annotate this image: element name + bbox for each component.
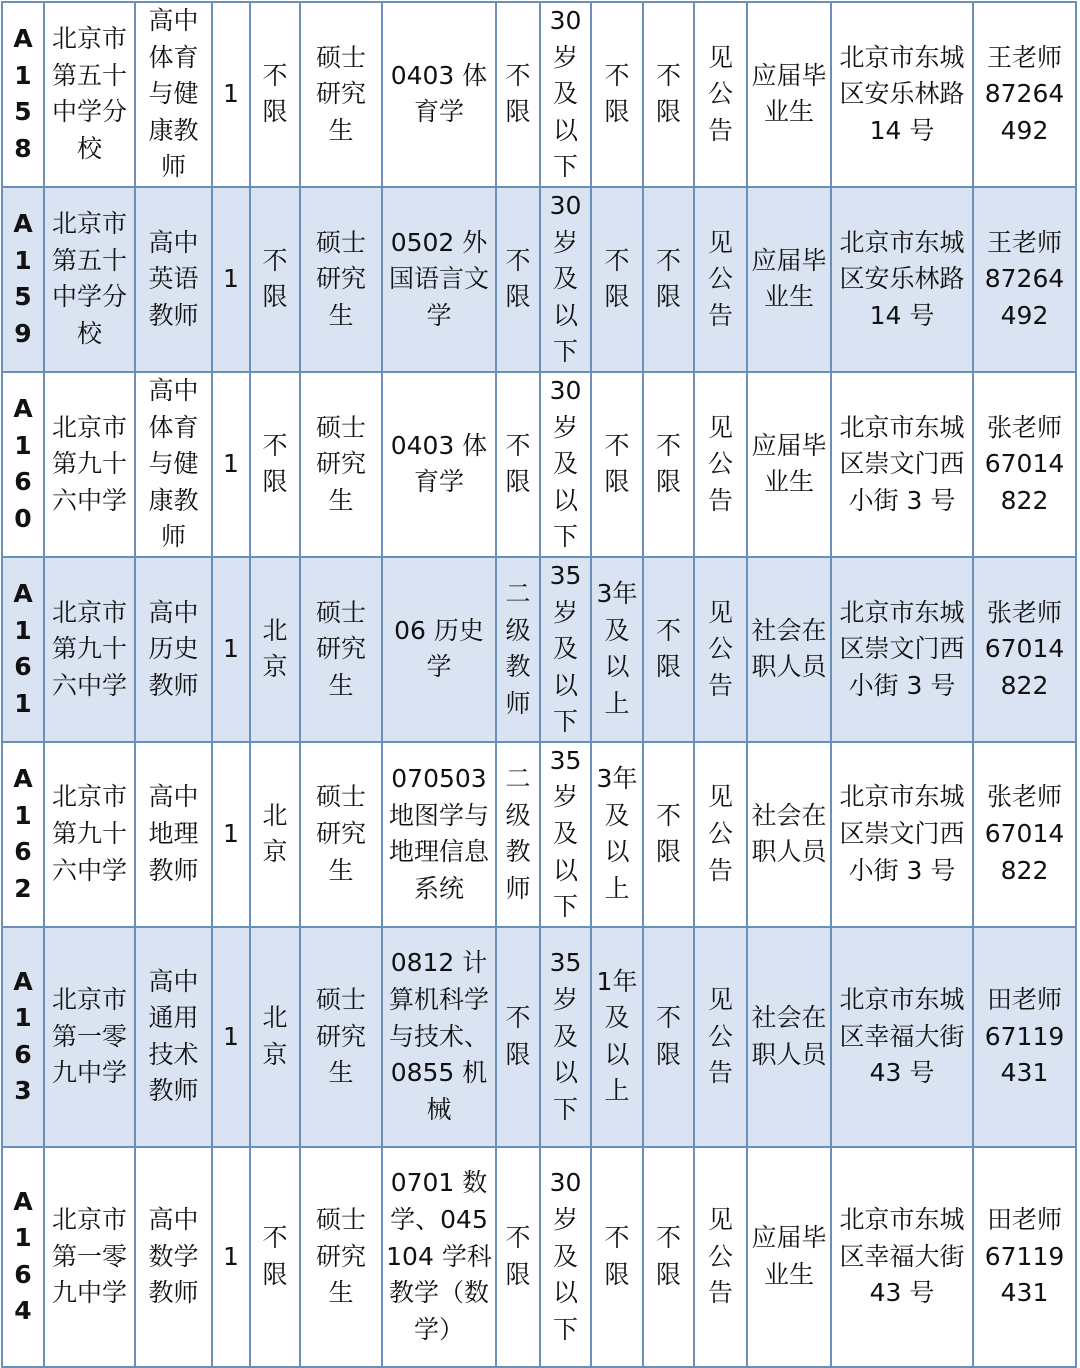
table-row — [2, 1147, 1076, 1367]
code-char: 1 — [14, 60, 32, 90]
cell-position: 高中数学教师 — [135, 1147, 212, 1367]
cell-title: 不限 — [496, 187, 540, 372]
code-char: 6 — [14, 1039, 32, 1069]
cell-politics: 见公告 — [694, 187, 747, 372]
cell-count: 1 — [212, 372, 250, 557]
cell-major: 0502 外国语言文学 — [382, 187, 496, 372]
cell-count: 1 — [212, 2, 250, 187]
cell-source: 应届毕业生 — [747, 2, 831, 187]
cell-politics: 见公告 — [694, 1147, 747, 1367]
cell-degree: 硕士研究生 — [300, 372, 382, 557]
cell-experience: 不限 — [591, 372, 643, 557]
cell-source: 社会在职人员 — [747, 557, 831, 742]
cell-degree: 硕士研究生 — [300, 2, 382, 187]
cell-position: 高中体育与健康教师 — [135, 2, 212, 187]
cell-address: 北京市东城区幸福大街 43 号 — [831, 1147, 973, 1367]
cell-experience: 不限 — [591, 1147, 643, 1367]
cell-count: 1 — [212, 557, 250, 742]
cell-degree: 硕士研究生 — [300, 557, 382, 742]
cell-household: 北京 — [250, 557, 300, 742]
code-char: 6 — [14, 1259, 32, 1289]
cell-politics: 见公告 — [694, 372, 747, 557]
table-row — [2, 187, 1076, 372]
cell-code — [2, 927, 44, 1147]
cell-source: 社会在职人员 — [747, 927, 831, 1147]
cell-age: 30岁及以下 — [540, 187, 591, 372]
cell-degree: 硕士研究生 — [300, 1147, 382, 1367]
cell-code — [2, 1147, 44, 1367]
cell-contact: 张老师 67014822 — [973, 372, 1076, 557]
cell-politics: 见公告 — [694, 2, 747, 187]
cell-count: 1 — [212, 1147, 250, 1367]
cell-source: 应届毕业生 — [747, 187, 831, 372]
cell-title: 二级教师 — [496, 742, 540, 927]
cell-experience: 3年及以上 — [591, 557, 643, 742]
code-char: 2 — [14, 873, 32, 903]
cell-household: 不限 — [250, 372, 300, 557]
cell-code — [2, 372, 44, 557]
cell-degree: 硕士研究生 — [300, 742, 382, 927]
cell-major: 0701 数学、045104 学科教学（数学） — [382, 1147, 496, 1367]
code-char: 1 — [14, 1223, 32, 1253]
code-char: A — [13, 394, 33, 424]
code-char: 5 — [14, 97, 32, 127]
code-char: 6 — [14, 467, 32, 497]
code-char: A — [13, 1186, 33, 1216]
cell-position: 高中通用技术教师 — [135, 927, 212, 1147]
cell-contact: 田老师 67119431 — [973, 927, 1076, 1147]
code-char: 6 — [14, 837, 32, 867]
cell-source: 应届毕业生 — [747, 1147, 831, 1367]
cell-unit: 北京市第九十六中学 — [44, 742, 135, 927]
code-char: 1 — [14, 245, 32, 275]
code-char: 1 — [14, 615, 32, 645]
cell-major: 06 历史学 — [382, 557, 496, 742]
cell-other: 不限 — [643, 372, 694, 557]
cell-age: 30岁及以下 — [540, 2, 591, 187]
table-row — [2, 742, 1076, 927]
cell-politics: 见公告 — [694, 742, 747, 927]
cell-household: 不限 — [250, 2, 300, 187]
cell-unit: 北京市第一零九中学 — [44, 927, 135, 1147]
code-char: A — [13, 579, 33, 609]
cell-age: 35岁及以下 — [540, 742, 591, 927]
table-row — [2, 372, 1076, 557]
cell-address: 北京市东城区崇文门西小街 3 号 — [831, 557, 973, 742]
cell-contact: 王老师 87264492 — [973, 187, 1076, 372]
cell-contact: 张老师 67014822 — [973, 557, 1076, 742]
cell-count: 1 — [212, 742, 250, 927]
code-char: A — [13, 209, 33, 239]
cell-age: 30岁及以下 — [540, 372, 591, 557]
cell-title: 不限 — [496, 372, 540, 557]
cell-contact: 田老师 67119431 — [973, 1147, 1076, 1367]
cell-title: 二级教师 — [496, 557, 540, 742]
cell-other: 不限 — [643, 927, 694, 1147]
cell-other: 不限 — [643, 742, 694, 927]
cell-unit: 北京市第九十六中学 — [44, 557, 135, 742]
cell-household: 北京 — [250, 742, 300, 927]
cell-other: 不限 — [643, 557, 694, 742]
cell-code — [2, 742, 44, 927]
cell-title: 不限 — [496, 927, 540, 1147]
code-char: 3 — [14, 1076, 32, 1106]
cell-other: 不限 — [643, 2, 694, 187]
cell-household: 不限 — [250, 187, 300, 372]
cell-address: 北京市东城区安乐林路 14 号 — [831, 187, 973, 372]
cell-household: 不限 — [250, 1147, 300, 1367]
code-char: 1 — [14, 800, 32, 830]
cell-code — [2, 2, 44, 187]
code-char: 9 — [14, 319, 32, 349]
cell-degree: 硕士研究生 — [300, 187, 382, 372]
cell-age: 35岁及以下 — [540, 557, 591, 742]
code-char: A — [13, 764, 33, 794]
cell-major: 0403 体育学 — [382, 372, 496, 557]
cell-other: 不限 — [643, 187, 694, 372]
cell-source: 应届毕业生 — [747, 372, 831, 557]
table-row — [2, 2, 1076, 187]
table-row — [2, 927, 1076, 1147]
code-char: 1 — [14, 688, 32, 718]
cell-age: 30岁及以下 — [540, 1147, 591, 1367]
cell-title: 不限 — [496, 1147, 540, 1367]
code-char: 1 — [14, 430, 32, 460]
code-char: 4 — [14, 1296, 32, 1326]
cell-address: 北京市东城区安乐林路 14 号 — [831, 2, 973, 187]
cell-household: 北京 — [250, 927, 300, 1147]
recruitment-table — [1, 1, 1077, 1368]
cell-other: 不限 — [643, 1147, 694, 1367]
cell-contact: 张老师 67014822 — [973, 742, 1076, 927]
cell-code — [2, 557, 44, 742]
cell-major: 070503 地图学与地理信息系统 — [382, 742, 496, 927]
cell-position: 高中体育与健康教师 — [135, 372, 212, 557]
cell-politics: 见公告 — [694, 927, 747, 1147]
cell-age: 35岁及以下 — [540, 927, 591, 1147]
cell-unit: 北京市第五十中学分校 — [44, 187, 135, 372]
cell-count: 1 — [212, 187, 250, 372]
cell-major: 0812 计算机科学与技术、0855 机械 — [382, 927, 496, 1147]
cell-unit: 北京市第五十中学分校 — [44, 2, 135, 187]
code-char: 1 — [14, 1003, 32, 1033]
table-row — [2, 557, 1076, 742]
code-char: 0 — [14, 504, 32, 534]
cell-source: 社会在职人员 — [747, 742, 831, 927]
cell-count: 1 — [212, 927, 250, 1147]
cell-major: 0403 体育学 — [382, 2, 496, 187]
cell-position: 高中历史教师 — [135, 557, 212, 742]
code-char: 8 — [14, 134, 32, 164]
cell-address: 北京市东城区崇文门西小街 3 号 — [831, 742, 973, 927]
code-char: 5 — [14, 282, 32, 312]
cell-contact: 王老师 87264492 — [973, 2, 1076, 187]
cell-experience: 不限 — [591, 2, 643, 187]
cell-experience: 不限 — [591, 187, 643, 372]
cell-politics: 见公告 — [694, 557, 747, 742]
cell-experience: 1年及以上 — [591, 927, 643, 1147]
cell-unit: 北京市第一零九中学 — [44, 1147, 135, 1367]
code-char: A — [13, 966, 33, 996]
cell-unit: 北京市第九十六中学 — [44, 372, 135, 557]
cell-title: 不限 — [496, 2, 540, 187]
cell-position: 高中英语教师 — [135, 187, 212, 372]
code-char: 6 — [14, 652, 32, 682]
cell-position: 高中地理教师 — [135, 742, 212, 927]
code-char: A — [13, 24, 33, 54]
cell-degree: 硕士研究生 — [300, 927, 382, 1147]
cell-experience: 3年及以上 — [591, 742, 643, 927]
cell-code — [2, 187, 44, 372]
cell-address: 北京市东城区幸福大街 43 号 — [831, 927, 973, 1147]
cell-address: 北京市东城区崇文门西小街 3 号 — [831, 372, 973, 557]
table-body — [2, 2, 1076, 1367]
